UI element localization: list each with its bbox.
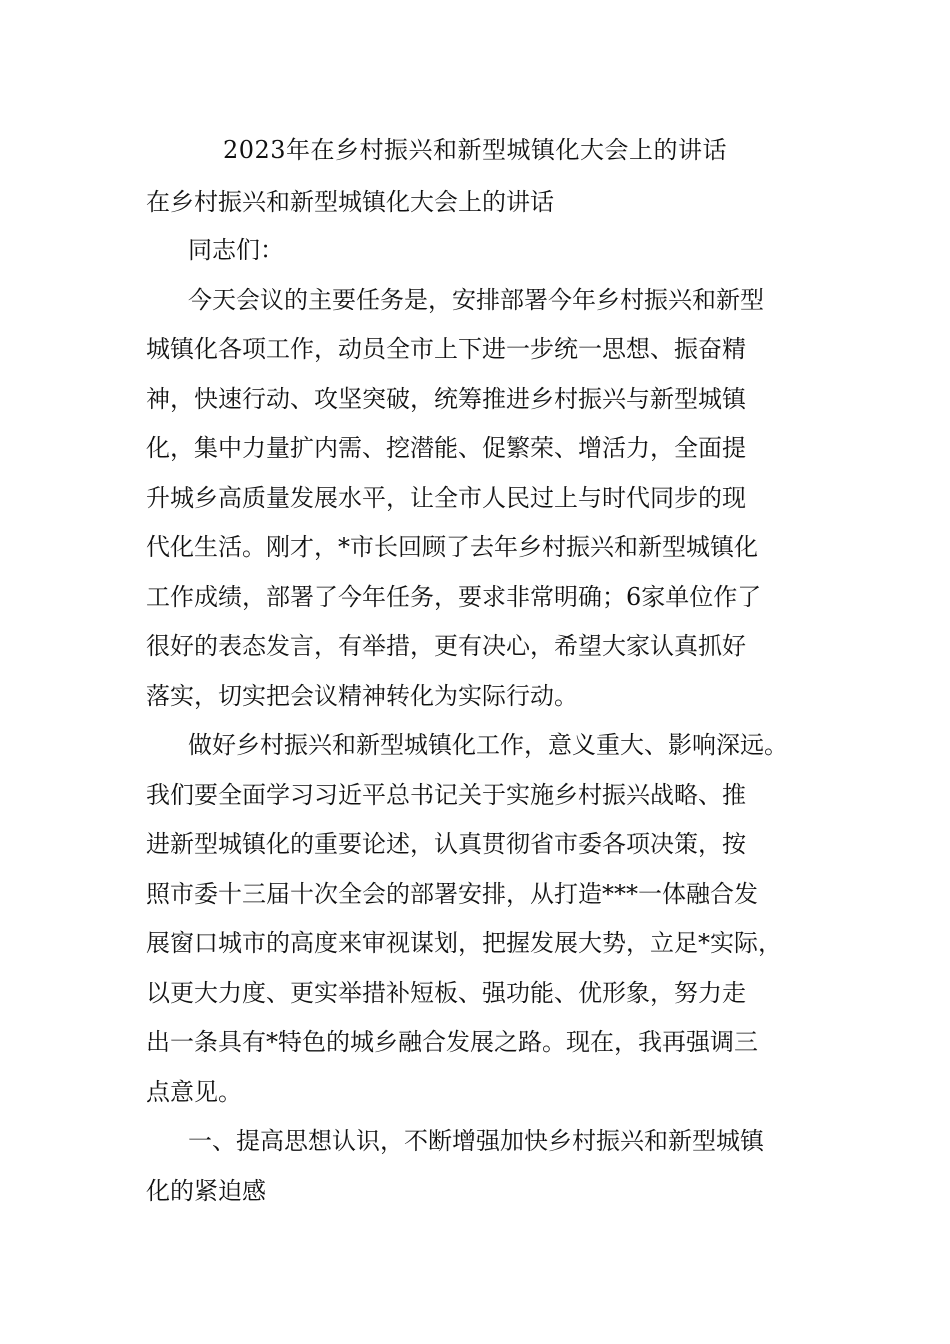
document-title: 2023年在乡村振兴和新型城镇化大会上的讲话 (222, 136, 728, 164)
heading-line: 一、提高思想认识，不断增强加快乡村振兴和新型城镇 (188, 1127, 764, 1155)
paragraph-line: 很好的表态发言，有举措，更有决心，希望大家认真抓好 (146, 632, 746, 660)
heading-line: 化的紧迫感 (146, 1176, 266, 1205)
paragraph-line: 落实，切实把会议精神转化为实际行动。 (146, 681, 578, 710)
paragraph-line: 神，快速行动、攻坚突破，统筹推进乡村振兴与新型城镇 (146, 384, 746, 413)
greeting-paragraph (146, 226, 808, 276)
paragraph-line: 代化生活。刚才，*市长回顾了去年乡村振兴和新型城镇化 (146, 533, 758, 561)
paragraph-line: 做好乡村振兴和新型城镇化工作，意义重大、影响深远。 (188, 731, 788, 759)
paragraph-line: 展窗口城市的高度来审视谋划，把握发展大势，立足*实际， (146, 929, 782, 957)
paragraph-line: 照市委十三届十次全会的部署安排，从打造***一体融合发 (146, 879, 758, 908)
paragraph-line: 出一条具有*特色的城乡融合发展之路。现在，我再强调三 (146, 1028, 758, 1056)
paragraph-line: 进新型城镇化的重要论述，认真贯彻省市委各项决策，按 (146, 830, 746, 858)
section-heading-1 (146, 1117, 808, 1216)
paragraph-line: 升城乡高质量发展水平，让全市人民过上与时代同步的现 (146, 483, 746, 512)
paragraph-1 (146, 276, 808, 722)
paragraph-line: 我们要全面学习习近平总书记关于实施乡村振兴战略、推 (146, 780, 746, 809)
paragraph-line: 以更大力度、更实举措补短板、强功能、优形象，努力走 (146, 978, 746, 1007)
paragraph-line: 城镇化各项工作，动员全市上下进一步统一思想、振奋精 (146, 335, 746, 363)
greeting-line: 同志们： (188, 236, 284, 264)
paragraph-line: 工作成绩，部署了今年任务，要求非常明确；6家单位作了 (146, 582, 762, 611)
paragraph-2 (146, 721, 808, 1117)
paragraph-line: 化，集中力量扩内需、挖潜能、促繁荣、增活力，全面提 (146, 434, 746, 462)
document-body (146, 226, 808, 1216)
paragraph-line: 今天会议的主要任务是，安排部署今年乡村振兴和新型 (188, 285, 764, 314)
document-subtitle: 在乡村振兴和新型城镇化大会上的讲话 (146, 188, 554, 216)
paragraph-line: 点意见。 (146, 1077, 242, 1106)
